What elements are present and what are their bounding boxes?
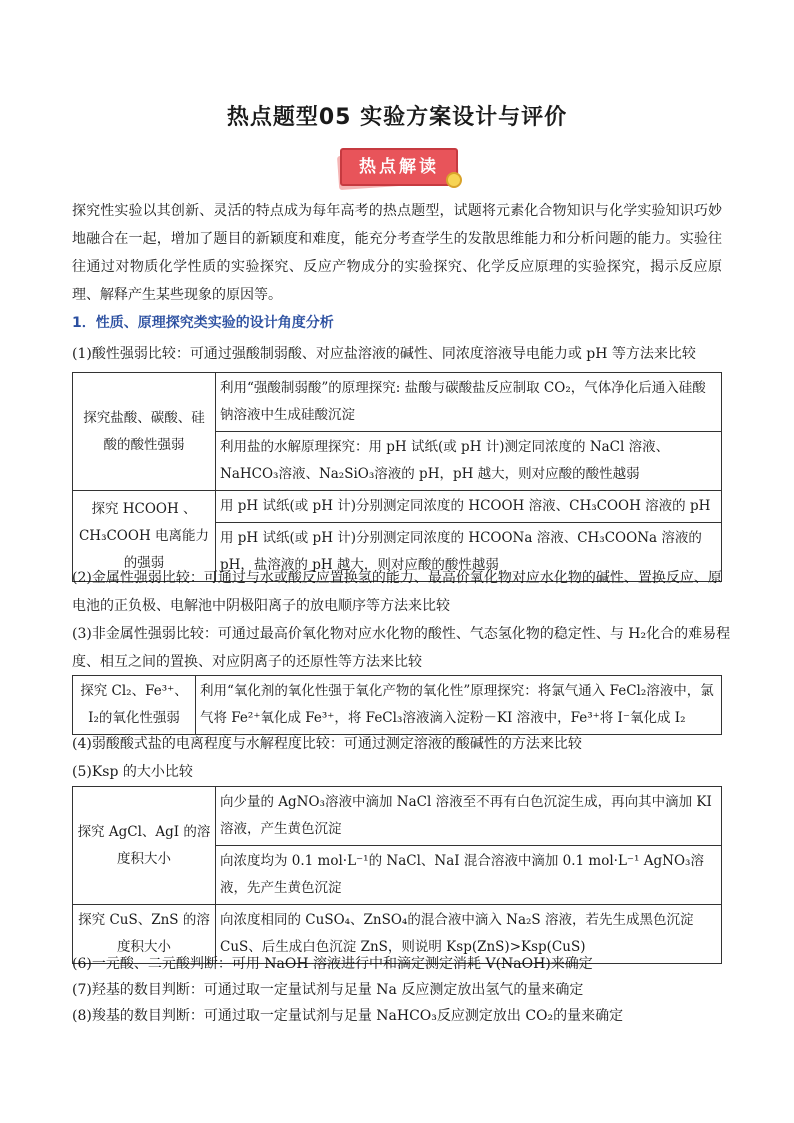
oxidizing-table	[72, 675, 722, 735]
item-3: (3)非金属性强弱比较：可通过最高价氧化物对应水化物的酸性、气态氢化物的稳定性、与 H₂化合的难易程度、相互之间的置换、对应阴离子的还原性等方法来比较	[72, 626, 731, 670]
item-1: (1)酸性强弱比较：可通过强酸制弱酸、对应盐溶液的碱性、同浓度溶液导电能力或 pH 等方法来比较	[72, 346, 696, 362]
item-4: (4)弱酸酸式盐的电离程度与水解程度比较：可通过测定溶液的酸碱性的方法来比较	[72, 736, 582, 752]
table-cell: 探究 Cl₂、Fe³⁺、I₂的氧化性强弱	[73, 676, 196, 735]
item-7: (7)羟基的数目判断：可通过取一定量试剂与足量 Na 反应测定放出氢气的量来确定	[72, 982, 584, 998]
table-cell: 用 pH 试纸(或 pH 计)分别测定同浓度的 HCOOH 溶液、CH₃COOH 溶液的 pH	[216, 491, 722, 523]
section-heading: 1．性质、原理探究类实验的设计角度分析	[72, 315, 334, 331]
table-cell: 探究 HCOOH 、CH₃COOH 电离能力的强弱	[73, 491, 216, 582]
table-cell: 利用盐的水解原理探究：用 pH 试纸(或 pH 计)测定同浓度的 NaCl 溶液、NaHCO₃溶液、Na₂SiO₃溶液的 pH，pH 越大，则对应酸的酸性越弱	[216, 432, 722, 491]
item-5: (5)Ksp 的大小比较	[72, 764, 193, 780]
intro-paragraph: 探究性实验以其创新、灵活的特点成为每年高考的热点题型，试题将元素化合物知识与化学实验知识巧妙地融合在一起，增加了题目的新颖度和难度，能充分考查学生的发散思维能力和分析问题的能力。实验往往通过对物质化学性质的实验探究、反应产物成分的实验探究、化学反应原理的实验探究，揭示反应原理、解释产生某些现象的原因等。	[72, 203, 722, 303]
item-2: (2)金属性强弱比较：可通过与水或酸反应置换氢的能力、最高价氧化物对应水化物的碱性、置换反应、原电池的正负极、电解池中阴极阳离子的放电顺序等方法来比较	[72, 570, 722, 614]
table-cell: 利用“强酸制弱酸”的原理探究: 盐酸与碳酸盐反应制取 CO₂，气体净化后通入硅酸钠溶液中生成硅酸沉淀	[216, 373, 722, 432]
hotspot-badge	[334, 146, 464, 190]
table-cell: 利用“氧化剂的氧化性强于氧化产物的氧化性”原理探究：将氯气通入 FeCl₂溶液中，氯气将 Fe²⁺氧化成 Fe³⁺，将 FeCl₃溶液滴入淀粉－KI 溶液中，Fe³⁺将 I⁻氧化成 I₂	[196, 676, 722, 735]
page-title: 热点题型05 实验方案设计与评价	[226, 105, 568, 130]
table-cell: 探究盐酸、碳酸、硅酸的酸性强弱	[73, 373, 216, 491]
table-cell: 用 pH 试纸(或 pH 计)分别测定同浓度的 HCOONa 溶液、CH₃COONa 溶液的 pH，盐溶液的 pH 越大，则对应酸的酸性越弱	[216, 523, 722, 582]
table-cell: 探究 AgCl、AgI 的溶度积大小	[73, 787, 216, 905]
item-8: (8)羧基的数目判断：可通过取一定量试剂与足量 NaHCO₃反应测定放出 CO₂的量来确定	[72, 1008, 624, 1024]
badge-label: 热点解读	[340, 148, 458, 186]
table-cell: 探究 CuS、ZnS 的溶度积大小	[73, 905, 216, 964]
table-cell: 向浓度相同的 CuSO₄、ZnSO₄的混合液中滴入 Na₂S 溶液，若先生成黑色沉淀 CuS、后生成白色沉淀 ZnS，则说明 Ksp(ZnS)>Ksp(CuS)	[216, 905, 722, 964]
badge-dot-icon	[446, 172, 462, 188]
item-6: (6)一元酸、二元酸判断：可用 NaOH 溶液进行中和滴定测定消耗 V(NaOH)来确定	[72, 956, 593, 972]
table-cell: 向浓度均为 0.1 mol·L⁻¹的 NaCl、NaI 混合溶液中滴加 0.1 mol·L⁻¹ AgNO₃溶液，先产生黄色沉淀	[216, 846, 722, 905]
acid-strength-table	[72, 372, 722, 582]
table-cell: 向少量的 AgNO₃溶液中滴加 NaCl 溶液至不再有白色沉淀生成，再向其中滴加 KI 溶液，产生黄色沉淀	[216, 787, 722, 846]
ksp-table	[72, 786, 722, 964]
